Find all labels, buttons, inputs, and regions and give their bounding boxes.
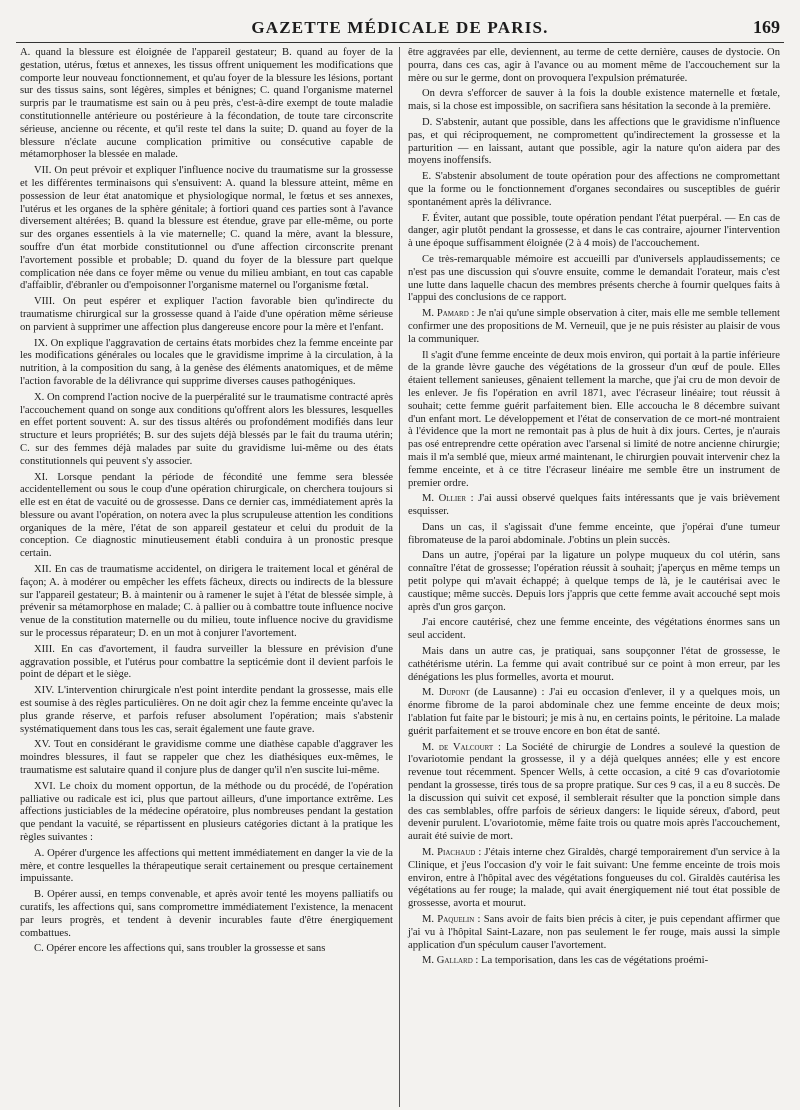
- speaker-name: M. Paquelin: [422, 914, 475, 925]
- journal-title: GAZETTE MÉDICALE DE PARIS.: [251, 18, 549, 37]
- paragraph-text: Il s'agit d'une femme enceinte de deux mois environ, qui portait à la partie inférieure de la grande lèvre gauche des végétations de la grosseur d'un œuf de poule. Elles étaient tellement sanieuses, gênaient tellement la marche, que j'ai cru de mon devoir de les enlever. Je fis l'opération en avril 1871, avec l'écraseur linéaire; tout réussit à souhait; cette femme guérit parfaitement bien. Elle accoucha le 8 décembre suivant d'un enfant mort. Le développement et l'état de conservation de ce mort-né montraient à l'évidence que la mort ne remontait pas à plus de huit à dix jours. Certes, je n'aurais pas osé entreprendre cette opération avec l'arsenal si limité de notre ancienne chirurgie; mais il m'a semblé que, mieux armé maintenant, le chirurgien pouvait intervenir chez la femme enceinte, et à ce titre l'écraseur linéaire me semble être un instrument de premier ordre.: [408, 349, 780, 489]
- paragraph: [20, 889, 393, 940]
- paragraph-text: XI. Lorsque pendant la période de fécondité une femme sera blessée accidentellement ou sous le coup d'une opération chirurgicale, on cherchera toujours si elle est en état de vacuité ou de grossesse. Dans ce dernier cas, immédiatement après la blessure ou avant l'opération, on notera avec la plus scrupuleuse attention les conditions organiques de la mère, l'état de son appareil gestateur et celui du produit de la conception. Ce diagnostic minutieusement établi conduira à un pronostic presque certain.: [20, 471, 393, 560]
- paragraph: [20, 848, 393, 886]
- paragraph-text: XIII. En cas d'avortement, il faudra surveiller la blessure en prévision d'une aggravation possible, et l'utérus pour combattre la septicémie dont il devient parfois le point de départ et le siège.: [20, 643, 393, 681]
- paragraph: [20, 685, 393, 736]
- paragraph: [20, 165, 393, 293]
- paragraph-text: XV. Tout en considérant le gravidisme comme une diathèse capable d'aggraver les moindres blessures, il faut se rappeler que chez les diathésiques eux-mêmes, le traumatisme est salutaire quand il conjure plus de danger qu'il n'en suscite lui-même.: [20, 739, 393, 777]
- paragraph: [408, 687, 780, 738]
- paragraph: [408, 350, 780, 491]
- paragraph: [20, 644, 393, 682]
- speaker-name: M. Dupont: [422, 687, 470, 699]
- paragraph-text: : J'ai aussi observé quelques faits intéressants que je vais brièvement esquisser.: [408, 493, 780, 518]
- paragraph-text: On devra s'efforcer de sauver à la fois la double existence maternelle et fœtale, mais, si la chose est impossible, on sacrifiera sans hésitation la seconde à la première.: [408, 88, 780, 113]
- paragraph-text: : La Société de chirurgie de Londres a soulevé la question de l'ovariotomie pendant la grossesse, il y a déjà quelques années; elle y est encore revenue tout récemment. Spencer Wells, à cette occasion, a cité 9 cas d'ovariotomie pendant la grossesse, tirés tous de sa propre pratique. Sur ces 9 cas, il a eu 8 succès. De la discussion qui suivit cet exposé, il semblerait résulter que la ponction simple dans des cas semblables, offre parfois de sérieux dangers: le liquide séreux, d'abord, peut devenir purulent. L'ovariotomie, même faite trois ou quatre mois après l'accouchement, aurait été suivie de mort.: [408, 741, 780, 843]
- paragraph: [408, 254, 780, 305]
- paragraph-text: B. Opérer aussi, en temps convenable, et après avoir tenté les moyens palliatifs ou curatifs, les affections qui, sans compromettre immédiatement l'existence, la menacent par leurs progrès, et tendent à devenir incurables faute d'être énergiquement combattues.: [20, 889, 393, 939]
- speaker-name: M. de Valcourt: [422, 741, 494, 753]
- paragraph: [408, 550, 780, 614]
- paragraph-text: VII. On peut prévoir et expliquer l'influence nocive du traumatisme sur la grossesse et les différentes terminaisons qui s'ensuivent: A. quand la blessure atteint, même en possession de leur état anatomique et physiologique normal, le fœtus et ses annexes, l'utérus et les organes de la sphère génitale; à fortiori quand ces parties sont à l'avance diversement altérées; B. quand la blessure est étendue, grave par elle-même, ou porte sur des organes essentiels à la vie maternelle; C. quand la mère, avant la blessure, souffre d'un état morbide constitutionnel ou d'une affection circonscrite prenant l'avortement possible et probable; D. quand du foyer de la blessure part quelque complication née dans ce foyer même ou venue du milieu ambiant, en tout cas capable d'affaiblir, d'ébranler ou d'empoisonner l'organisme maternel ou l'organisme fœtal.: [20, 165, 393, 292]
- paragraph-text: XII. En cas de traumatisme accidentel, on dirigera le traitement local et général de façon; A. à modérer ou empêcher les effets fâcheux, directs ou indirects de la blessure sur l'appareil gestateur; B. à maintenir ou à ramener le sujet à l'état de blessée simple, à prévenir sa métamorphose en malade; C. à pallier ou à combattre toute influence nocive venue de la constitution maternelle ou du milieu, toute influence nocive du gravidisme sur le processus réparateur; D. en un mot à conjurer l'avortement.: [20, 564, 393, 640]
- paragraph-text: Dans un cas, il s'agissait d'une femme enceinte, que j'opérai d'une tumeur fibromateuse de la paroi abdominale. J'obtins un plein succès.: [408, 521, 780, 546]
- paragraph: [20, 338, 393, 389]
- paragraph-text: A. Opérer d'urgence les affections qui mettent immédiatement en danger la vie de la mère, et contre lesquelles la thérapeutique serait certainement ou presque certainement impuissante.: [20, 847, 393, 885]
- speaker-name: M. Pamard: [422, 308, 469, 320]
- paragraph-text: D. S'abstenir, autant que possible, dans les affections que le gravidisme n'influence pas, et qui réciproquement, ne compromettent qu'indirectement la grossesse et la parturition — en laissant, autant que possible, agir la nature qu'on aidera par des moyens inoffensifs.: [408, 116, 780, 167]
- paragraph-text: E. S'abstenir absolument de toute opération pour des affections ne compromettant que la forme ou le fonctionnement d'organes secondaires ou susceptibles de guérir spontanément après la délivrance.: [408, 171, 780, 208]
- paragraph-text: F. Éviter, autant que possible, toute opération pendant l'état puerpéral. — En cas de danger, agir plutôt pendant la grossesse, et dans le cas contraire, ajourner l'intervention à une époque suffisamment éloignée (2 à 4 mois) de l'accouchement.: [408, 212, 780, 250]
- page-number: 169: [753, 17, 780, 37]
- paragraph: [408, 171, 780, 209]
- paragraph-text: être aggravées par elle, deviennent, au terme de cette dernière, causes de dystocie. On pourra, dans ces cas, agir à l'avance ou au moment même de l'accouchement sur la mère ou sur le germe, dont on provoquera l'expulsion prématurée.: [408, 47, 780, 84]
- paragraph: [20, 564, 393, 641]
- paragraph-text: IX. On explique l'aggravation de certains états morbides chez la femme enceinte par les modifications générales ou locales que le gravidisme imprime à la circulation, à la nutrition, à la composition du sang, à la genèse des éléments anatomiques, et de même l'action favorable de la délivrance qui supprime diverses causes pathogéniques.: [20, 337, 393, 387]
- paragraph-text: X. On comprend l'action nocive de la puerpéralité sur le traumatisme contracté après l'accouchement quand on songe aux conditions qu'offrent alors les blessures, lesquelles en effet portent souvent: A. sur des tissus altérés ou profondément modifiés dans leur structure et leurs propriétés; B. sur des sujets déjà blessés par le fait du trauma utérin; C. sur des femmes déjà malades par suite du gravidisme lui-même ou des états constitutionnels qui peuvent s'y associer.: [20, 391, 393, 467]
- paragraph: [20, 472, 393, 562]
- paragraph-text: XVI. Le choix du moment opportun, de la méthode ou du procédé, de l'opération palliative ou radicale est ici, plus que partout ailleurs, d'une importance extrême. Les affections justiciables de la médecine opératoire, plus nombreuses pendant la gestation que pendant la vacuité, se répartissent en plusieurs catégories dictant à la pratique les règles suivantes :: [20, 780, 393, 844]
- paragraph-text: Dans un autre, j'opérai par la ligature un polype muqueux du col utérin, sans connaître l'état de grossesse; l'opération réussit à souhait; j'aperçus en même temps un petit polype qui m'avait échappé; à quelque temps de là, je le cautérisai avec le caustique; même succès. Depuis lors j'appris que cette femme avait accouché sept mois après d'un gros garçon.: [408, 550, 780, 613]
- page-header: [16, 12, 784, 43]
- speaker-name: M. Piachaud: [422, 847, 476, 859]
- paragraph: [408, 522, 780, 548]
- paragraph: [408, 617, 780, 643]
- paragraph: [408, 88, 780, 114]
- paragraph: [408, 308, 780, 346]
- paragraph-text: (de Lausanne) : J'ai eu occasion d'enlever, il y a quelques mois, un énorme fibrome de la paroi abdominale chez une femme enceinte de deux mois; l'ablation fut faite par le bistouri; je mis à nu, en certains points, le péritoine. La malade guérit parfaitement et se trouve encore en bon état de santé.: [408, 687, 781, 737]
- paragraph-text: A. quand la blessure est éloignée de l'appareil gestateur; B. quand au foyer de la gestation, utérus, fœtus et annexes, les tissus offrent uniquement les modifications que comporte leur nouveau fonctionnement, et qu'au foyer de la blessure les lésions, portant sur des tissus sains, sont légères, simples et bénignes; C. quand l'organisme maternel surpris par le traumatisme est sain ou à peu près, c'est-à-dire exempt de toute maladie constitutionnelle antérieure ou postérieure à la fécondation, de toute tare circonscrite sérieuse, ancienne ou récente, et qu'il reste tel dans la suite; D. quand au foyer de la blessure n'éclate aucune complication primitive ou consécutive capable de métamorphoser la blessée en malade.: [20, 47, 393, 161]
- paragraph: [408, 847, 780, 911]
- paragraph: [20, 739, 393, 777]
- paragraph-text: : La temporisation, dans les cas de végétations proémi-: [472, 955, 709, 967]
- text-columns: [16, 47, 784, 1107]
- paragraph: [408, 47, 780, 85]
- speaker-name: M. Gallard: [422, 955, 473, 967]
- paragraph-text: : J'étais interne chez Giraldès, chargé temporairement d'un service à la Clinique, et j'eus l'occasion d'y voir le fait suivant: Une femme enceinte de trois mois environ, entre à l'hôpital avec des végétations fongueuses du col. Giraldès cautérisa les végétations au fer rouge; la malade, qui avait énergiquement nié tout état possible de grossesse, avorta et mourut.: [408, 847, 780, 910]
- paragraph-text: VIII. On peut espérer et expliquer l'action favorable bien qu'indirecte du traumatisme chirurgical sur la grossesse quand à l'aide d'une opération même sérieuse on parvient à supprimer une affection plus dangereuse encore pour la mère et l'enfant.: [20, 296, 393, 333]
- speaker-name: M. Ollier: [422, 493, 467, 505]
- paragraph: [408, 914, 780, 952]
- paragraph: [408, 646, 780, 684]
- paragraph: [20, 47, 393, 162]
- paragraph: [408, 493, 780, 519]
- paragraph: [408, 955, 780, 968]
- paragraph-text: : Je n'ai qu'une simple observation à citer, mais elle me semble tellement confirmer une des propositions de M. Verneuil, que je ne puis résister au plaisir de vous la communiquer.: [408, 308, 781, 345]
- paragraph: [20, 781, 393, 845]
- paragraph: [408, 117, 780, 168]
- paragraph: [20, 392, 393, 469]
- left-column: [16, 47, 400, 1107]
- paragraph-text: XIV. L'intervention chirurgicale n'est point interdite pendant la grossesse, mais elle est soumise à des règles particulières. On ne doit agir chez la femme enceinte qu'avec la plus grande réserve, et parfois refuser absolument l'opération; mais s'abstenir systématiquement dans tous les cas, serait également une faute grave.: [20, 685, 393, 735]
- paragraph: [20, 943, 393, 956]
- paragraph-text: J'ai encore cautérisé, chez une femme enceinte, des végétations énormes sans un seul accident.: [408, 617, 780, 642]
- paragraph: [20, 296, 393, 334]
- paragraph-text: Mais dans un autre cas, je pratiquai, sans soupçonner l'état de grossesse, le cathétérisme utérin. La femme qui avait contribué sur ce point à mon erreur, par les dénégations les plus formelles, avorta et mourut.: [408, 646, 780, 683]
- paragraph: [408, 742, 780, 844]
- paragraph-text: C. Opérer encore les affections qui, sans troubler la grossesse et sans: [34, 943, 326, 955]
- paragraph-text: : Sans avoir de faits bien précis à citer, je puis cependant affirmer que j'ai vu à l'hôpital Saint-Lazare, non pas seulement le fer rouge, mais aussi la simple application d'un spéculum causer l'avortement.: [408, 914, 780, 951]
- paragraph: [408, 213, 780, 251]
- paragraph-text: Ce très-remarquable mémoire est accueilli par d'universels applaudissements; ce n'est pas une discussion qui s'ouvre ensuite, comme le demandait l'orateur, mais c'est une lutte dans laquelle chacun des membres présents cherche à fournir quelques faits à l'appui des conclusions de ce rapport.: [408, 253, 780, 304]
- right-column: [400, 47, 784, 1107]
